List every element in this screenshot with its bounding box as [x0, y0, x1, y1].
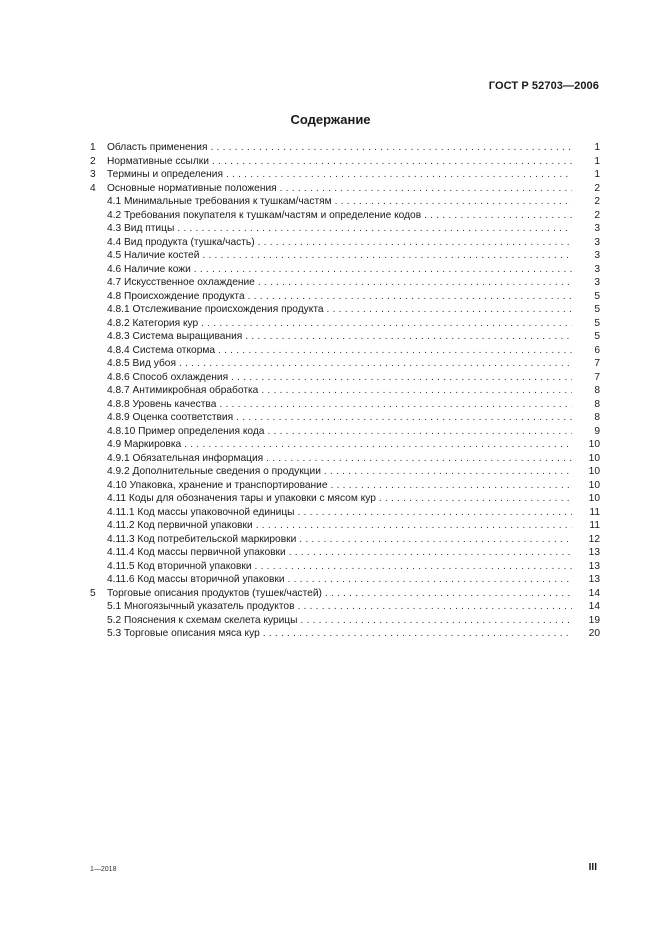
toc-entry-label: 4.4 Вид продукта (тушка/часть) [107, 236, 255, 248]
toc-entry-page: 5 [594, 290, 600, 302]
toc-entry-page: 1 [594, 142, 600, 153]
toc-entry-page: 8 [594, 385, 600, 396]
toc-dot-leader [258, 236, 572, 250]
toc-entry-label: 4.2 Требования покупателя к тушкам/частям и определение кодов [107, 209, 422, 221]
toc-entry-page: 5 [594, 317, 600, 329]
toc-dot-leader [245, 330, 572, 344]
toc-dot-leader [379, 492, 572, 506]
footer-page-number: III [588, 862, 597, 873]
toc-entry [90, 546, 600, 560]
toc-dot-leader [424, 209, 572, 223]
toc-entry [90, 452, 600, 466]
toc-dot-leader [201, 317, 572, 331]
toc-dot-leader [324, 465, 572, 479]
table-of-contents [90, 141, 600, 641]
toc-title: Содержание [290, 112, 371, 127]
toc-entry-label: 4.8.5 Вид убоя [107, 358, 176, 369]
toc-entry [90, 303, 600, 317]
toc-entry-number: 5 [90, 587, 96, 599]
toc-entry [90, 411, 600, 425]
toc-entry [90, 141, 600, 155]
toc-entry-label: Основные нормативные положения [107, 182, 277, 194]
toc-entry-label: 4.11 Коды для обозначения тары и упаковки с мясом кур [107, 493, 376, 504]
toc-dot-leader [210, 141, 572, 155]
toc-entry-label: 4.7 Искусственное охлаждение [107, 277, 255, 288]
toc-dot-leader [231, 371, 572, 385]
toc-entry [90, 236, 600, 250]
toc-entry [90, 600, 600, 614]
toc-entry-label: 4.8.9 Оценка соответствия [107, 412, 234, 423]
toc-dot-leader [325, 587, 572, 601]
toc-entry-number: 1 [90, 142, 96, 153]
toc-entry [90, 371, 600, 385]
toc-entry [90, 438, 600, 452]
toc-dot-leader [263, 627, 572, 641]
toc-entry-page: 6 [594, 344, 600, 356]
toc-entry [90, 519, 600, 533]
toc-entry-number: 4 [90, 182, 96, 194]
toc-dot-leader [327, 303, 572, 317]
toc-dot-leader [267, 425, 572, 439]
toc-entry-label: 5.3 Торговые описания мяса кур [107, 628, 260, 639]
toc-dot-leader [297, 600, 572, 614]
toc-entry [90, 290, 600, 304]
toc-entry-page: 2 [594, 182, 600, 194]
toc-entry [90, 263, 600, 277]
toc-entry-page: 14 [588, 587, 600, 599]
toc-entry-page: 3 [594, 250, 600, 261]
toc-entry-page: 8 [594, 412, 600, 423]
toc-entry-page: 5 [594, 304, 600, 315]
toc-entry-page: 3 [594, 277, 600, 288]
toc-entry [90, 195, 600, 209]
toc-entry [90, 276, 600, 290]
toc-entry-page: 2 [594, 196, 600, 207]
toc-dot-leader [256, 519, 572, 533]
toc-dot-leader [331, 479, 572, 493]
toc-entry [90, 560, 600, 574]
toc-dot-leader [179, 357, 572, 371]
toc-entry [90, 384, 600, 398]
toc-entry-label: 4.1 Минимальные требования к тушкам/частям [107, 196, 332, 207]
toc-dot-leader [218, 344, 572, 358]
toc-entry-label: 4.9 Маркировка [107, 439, 182, 450]
toc-dot-leader [280, 182, 572, 196]
toc-entry-page: 11 [589, 506, 600, 518]
toc-entry [90, 249, 600, 263]
toc-entry [90, 573, 600, 587]
toc-dot-leader [248, 290, 572, 304]
toc-entry-page: 7 [594, 371, 600, 383]
toc-entry [90, 533, 600, 547]
toc-dot-leader [299, 533, 572, 547]
toc-dot-leader [177, 222, 572, 236]
toc-entry-label: 4.6 Наличие кожи [107, 263, 191, 275]
toc-entry [90, 614, 600, 628]
toc-entry-page: 14 [588, 601, 600, 612]
toc-entry [90, 182, 600, 196]
toc-entry-label: 4.8.1 Отслеживание происхождения продукта [107, 304, 324, 315]
toc-entry [90, 479, 600, 493]
toc-entry-number: 3 [90, 169, 96, 180]
toc-entry-label: 4.8.6 Способ охлаждения [107, 371, 229, 383]
toc-entry-label: 4.11.1 Код массы упаковочной единицы [107, 506, 295, 518]
toc-entry-page: 8 [594, 398, 600, 410]
toc-entry [90, 344, 600, 358]
toc-entry [90, 506, 600, 520]
toc-entry-label: 4.11.6 Код массы вторичной упаковки [107, 574, 285, 585]
toc-entry-page: 9 [594, 425, 600, 437]
toc-dot-leader [194, 263, 572, 277]
toc-entry-page: 20 [588, 628, 600, 639]
toc-entry-label: 4.8.10 Пример определения кода [107, 425, 265, 437]
toc-entry-label: 5.2 Пояснения к схемам скелета курицы [107, 614, 298, 626]
toc-entry-label: 4.9.1 Обязательная информация [107, 452, 264, 464]
toc-entry-page: 1 [594, 169, 600, 180]
toc-entry-label: 4.11.2 Код первичной упаковки [107, 520, 253, 531]
toc-entry-label: 4.10 Упаковка, хранение и транспортирование [107, 479, 328, 491]
toc-entry [90, 330, 600, 344]
toc-entry-label: Торговые описания продуктов (тушек/частей) [107, 587, 322, 599]
toc-dot-leader [261, 384, 572, 398]
toc-entry-page: 10 [588, 493, 600, 504]
toc-dot-leader [212, 155, 572, 169]
toc-entry-page: 10 [588, 479, 600, 491]
toc-entry-label: Область применения [107, 142, 208, 153]
toc-entry-page: 11 [589, 520, 600, 531]
toc-entry-label: 5.1 Многоязычный указатель продуктов [107, 601, 295, 612]
toc-entry [90, 155, 600, 169]
toc-dot-leader [219, 398, 572, 412]
toc-entry-page: 7 [594, 358, 600, 369]
toc-entry-page: 13 [588, 574, 600, 585]
toc-entry [90, 317, 600, 331]
toc-dot-leader [289, 546, 572, 560]
toc-dot-leader [202, 249, 572, 263]
toc-entry-number: 2 [90, 155, 96, 167]
toc-dot-leader [236, 411, 572, 425]
toc-entry-label: 4.8.8 Уровень качества [107, 398, 217, 410]
toc-entry-label: Термины и определения [107, 169, 223, 180]
toc-dot-leader [288, 573, 572, 587]
toc-dot-leader [266, 452, 572, 466]
toc-entry-page: 5 [594, 331, 600, 342]
toc-entry-label: 4.8.3 Система выращивания [107, 331, 243, 342]
toc-entry [90, 492, 600, 506]
toc-entry-page: 13 [588, 560, 600, 572]
toc-entry-label: 4.11.3 Код потребительской маркировки [107, 533, 297, 545]
document-code: ГОСТ Р 52703—2006 [488, 80, 599, 92]
toc-dot-leader [258, 276, 572, 290]
toc-entry-label: 4.3 Вид птицы [107, 223, 175, 234]
toc-entry-page: 10 [588, 466, 600, 477]
toc-entry-label: 4.11.4 Код массы первичной упаковки [107, 547, 286, 558]
toc-entry-page: 19 [588, 614, 600, 626]
toc-dot-leader [300, 614, 572, 628]
toc-dot-leader [335, 195, 572, 209]
toc-dot-leader [255, 560, 572, 574]
toc-entry [90, 587, 600, 601]
toc-entry-page: 2 [594, 209, 600, 221]
toc-entry-label: 4.5 Наличие костей [107, 250, 200, 261]
toc-entry [90, 209, 600, 223]
toc-entry-page: 3 [594, 223, 600, 234]
toc-entry-label: 4.8.4 Система откорма [107, 344, 216, 356]
toc-entry [90, 222, 600, 236]
toc-entry [90, 425, 600, 439]
toc-entry-page: 10 [588, 439, 600, 450]
toc-dot-leader [226, 168, 572, 182]
toc-entry-label: 4.11.5 Код вторичной упаковки [107, 560, 252, 572]
toc-entry-label: 4.8 Происхождение продукта [107, 290, 245, 302]
toc-entry-label: 4.8.7 Антимикробная обработка [107, 385, 259, 396]
toc-entry [90, 357, 600, 371]
toc-entry-page: 3 [594, 236, 600, 248]
toc-entry [90, 465, 600, 479]
toc-entry-page: 13 [588, 547, 600, 558]
toc-entry-page: 1 [594, 155, 600, 167]
toc-entry-label: 4.8.2 Категория кур [107, 317, 199, 329]
toc-dot-leader [297, 506, 572, 520]
toc-dot-leader [184, 438, 572, 452]
toc-entry [90, 627, 600, 641]
footer-edition: 1—2018 [90, 866, 117, 873]
toc-entry-label: 4.9.2 Дополнительные сведения о продукции [107, 466, 321, 477]
toc-entry-page: 10 [588, 452, 600, 464]
toc-entry [90, 398, 600, 412]
toc-entry [90, 168, 600, 182]
toc-entry-label: Нормативные ссылки [107, 155, 209, 167]
toc-entry-page: 12 [588, 533, 600, 545]
toc-entry-page: 3 [594, 263, 600, 275]
